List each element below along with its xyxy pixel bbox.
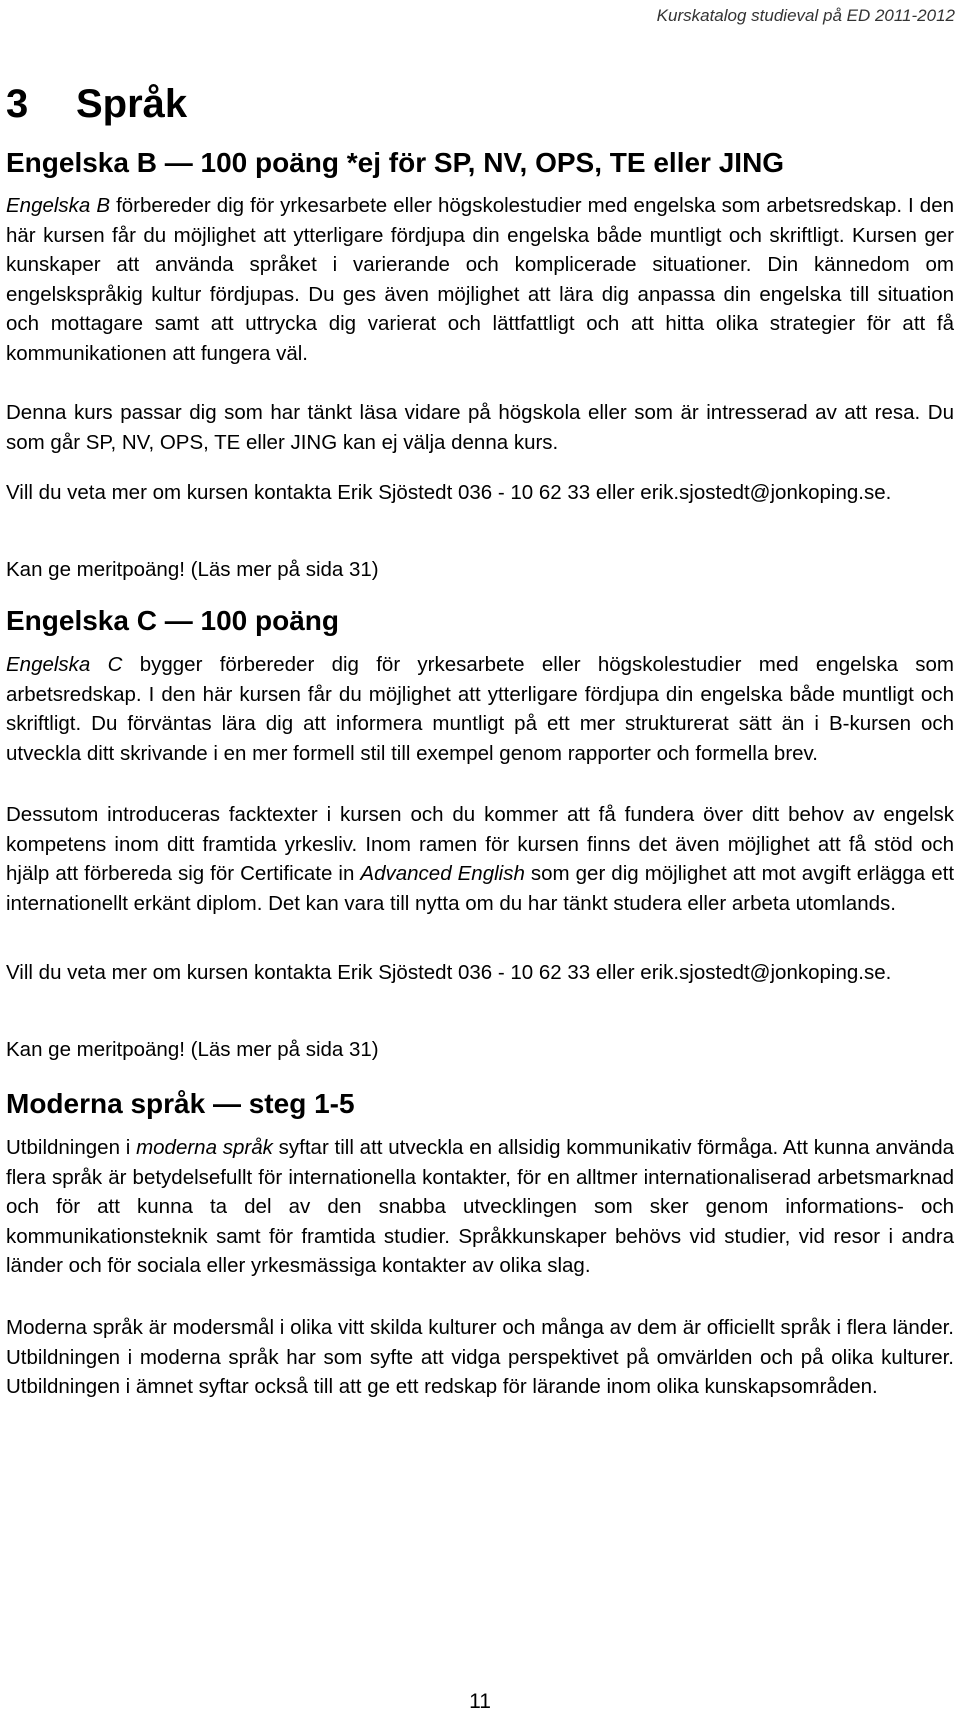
emphasis: moderna språk [136, 1136, 273, 1159]
paragraph-moderna-sprak-culture: Moderna språk är modersmål i olika vitt skilda kulturer och många av dem är officiellt språk i flera länder. Utbildningen i moderna språk har som syfte att vidga perspektivet på omvärlden och på olika kulturer. Utbildningen i ämnet syftar också till att ge ett redskap för lärande inom olika kunskapsområden. [6, 1316, 954, 1398]
chapter-title: Språk [76, 82, 188, 126]
section-heading-engelska-c: Engelska C — 100 poäng [6, 605, 339, 636]
chapter-heading [6, 82, 187, 127]
paragraph-engelska-b-merit: Kan ge meritpoäng! (Läs mer på sida 31) [6, 558, 379, 581]
section-heading-moderna-sprak: Moderna språk — steg 1-5 [6, 1088, 355, 1119]
paragraph-text: syftar till att utveckla en allsidig kommunikativ förmåga. Att kunna använda flera språk är betydelsefullt för internationella kontakter, för en alltmer internationaliserad arbetsmarknad och för att kunna ta del av den snabba utvecklingen som sker genom informations- och kommunikationsteknik samt för framtida studier. Språkkunskaper behövs vid studier, vid resor i andra länder och för sociala eller yrkesmässiga kontakter av olika slag. [6, 1136, 954, 1277]
paragraph-text: bygger förbereder dig för yrkesarbete eller högskolestudier med engelska som arbetsredskap. I den här kursen får du möjlighet att ytterligare fördjupa din engelska både muntligt och skriftligt. Du förväntas lära dig att informera muntligt på ett mer strukturerat sätt än i B-kursen och utveckla ditt skrivande i en mer formell stil till exempel genom rapporter och formella brev. [6, 653, 954, 765]
paragraph-engelska-b-target: Denna kurs passar dig som har tänkt läsa vidare på högskola eller som är intresserad av att resa. Du som går SP, NV, OPS, TE eller JING kan ej välja denna kurs. [6, 401, 954, 454]
emphasis: Engelska B [6, 194, 111, 217]
emphasis: Engelska C [6, 653, 123, 676]
paragraph-engelska-c-merit: Kan ge meritpoäng! (Läs mer på sida 31) [6, 1038, 379, 1061]
emphasis: Advanced English [360, 862, 525, 885]
paragraph-engelska-c-contact: Vill du veta mer om kursen kontakta Erik Sjöstedt 036 - 10 62 33 eller erik.sjostedt@jonkoping.se. [6, 961, 892, 984]
paragraph-moderna-sprak-intro [6, 1133, 954, 1281]
paragraph-text: Dessutom introduceras facktexter i kursen och du kommer att få fundera över ditt behov av engelsk kompetens inom ditt framtida yrkesliv. Inom ramen för kursen finns det även möjlighet att få stöd och hjälp att förbereda sig för Certificate in [6, 803, 954, 885]
paragraph-engelska-b-intro [6, 191, 954, 368]
section-heading-engelska-b: Engelska B — 100 poäng *ej för SP, NV, OPS, TE eller JING [6, 147, 785, 178]
paragraph-text: förbereder dig för yrkesarbete eller högskolestudier med engelska som arbetsredskap. I den här kursen får du möjlighet att ytterligare fördjupa din engelska både muntligt och skriftligt. Kursen ger kunskaper att använda språket i varierande och komplicerade situationer. Din kännedom om engelskspråkig kultur fördjupas. Du ges även möjlighet att lära dig anpassa din engelska till situation och mottagare samt att uttrycka dig varierat och lättfattligt och att hitta olika strategier för att få kommunikationen att fungera väl. [6, 194, 954, 365]
running-header: Kurskatalog studieval på ED 2011-2012 [656, 6, 955, 25]
paragraph-engelska-c-details [6, 800, 954, 918]
paragraph-text: som ger dig möjlighet att mot avgift erlägga ett internationellt erkänt diplom. Det kan vara till nytta om du har tänkt studera eller arbeta utomlands. [6, 862, 955, 915]
page-number: 11 [469, 1690, 491, 1713]
paragraph-text: Utbildningen i [6, 1136, 137, 1159]
paragraph-engelska-c-intro [6, 650, 954, 768]
paragraph-engelska-b-contact: Vill du veta mer om kursen kontakta Erik Sjöstedt 036 - 10 62 33 eller erik.sjostedt@jonkoping.se. [6, 481, 892, 504]
chapter-number: 3 [6, 82, 29, 126]
